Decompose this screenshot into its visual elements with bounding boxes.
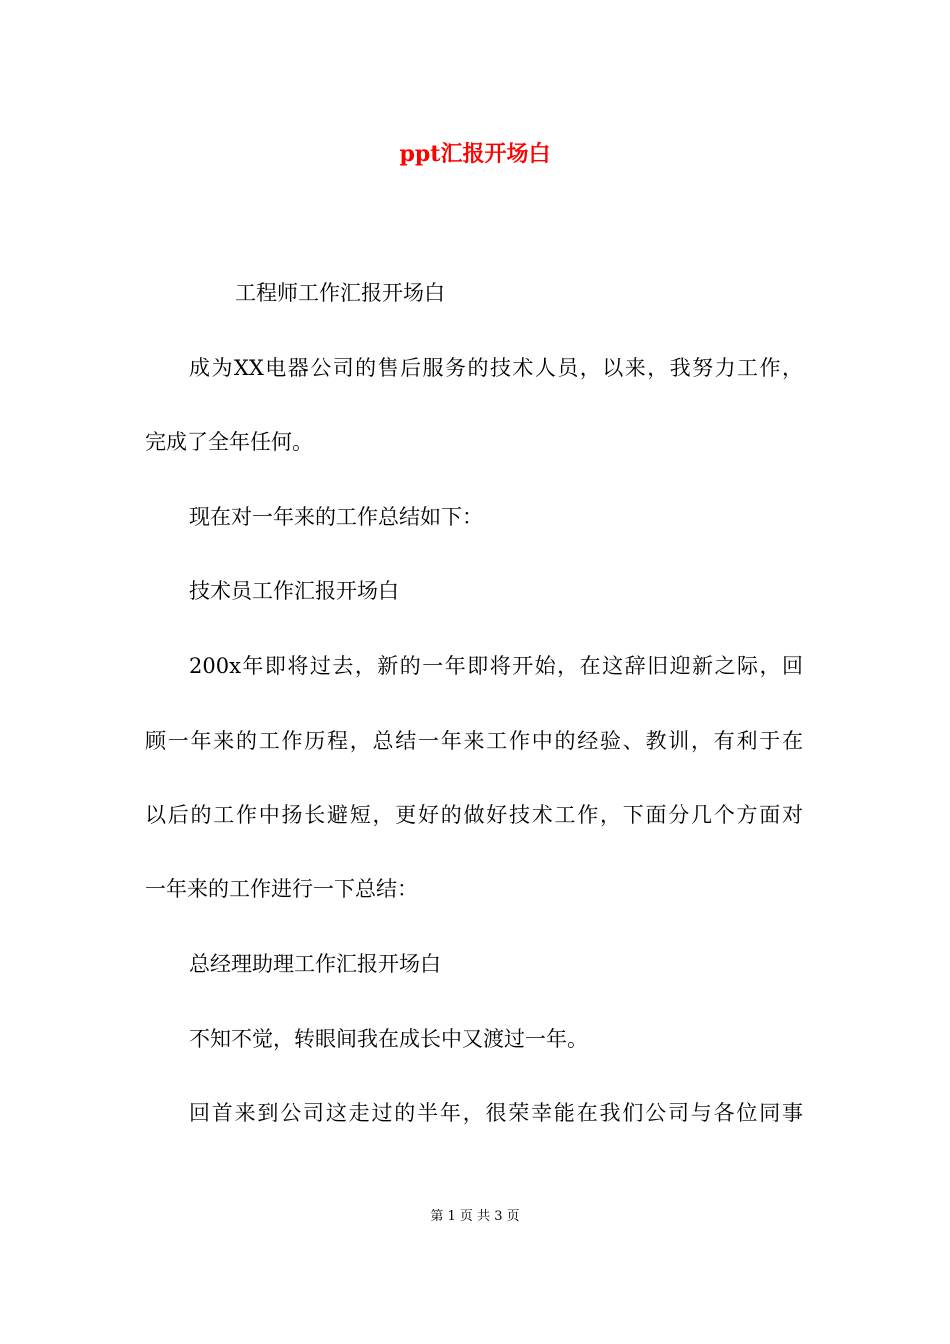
document-title: ppt汇报开场白 [399,141,551,167]
paragraph-line: 回首来到公司这走过的半年，很荣幸能在我们公司与各位同事 [189,1101,803,1125]
heading-assistant-manager: 总经理助理工作汇报开场白 [189,952,441,976]
paragraph-line: 一年来的工作进行一下总结： [145,877,418,901]
heading-technician: 技术员工作汇报开场白 [189,579,399,603]
paragraph-line: 以后的工作中扬长避短，更好的做好技术工作，下面分几个方面对 [145,803,803,827]
paragraph-line: 不知不觉，转眼间我在成长中又渡过一年。 [189,1027,588,1051]
paragraph-line: 现在对一年来的工作总结如下： [189,505,483,529]
paragraph-line: 完成了全年任何。 [145,430,313,454]
page-number-footer: 第 1 页 共 3 页 [430,1209,520,1224]
paragraph-line: 成为XX电器公司的售后服务的技术人员，以来，我努力工作， [189,356,803,380]
paragraph-line: 200x年即将过去，新的一年即将开始，在这辞旧迎新之际，回 [189,654,803,678]
paragraph-line: 顾一年来的工作历程，总结一年来工作中的经验、教训，有利于在 [145,729,803,753]
heading-engineer: 工程师工作汇报开场白 [235,281,445,305]
